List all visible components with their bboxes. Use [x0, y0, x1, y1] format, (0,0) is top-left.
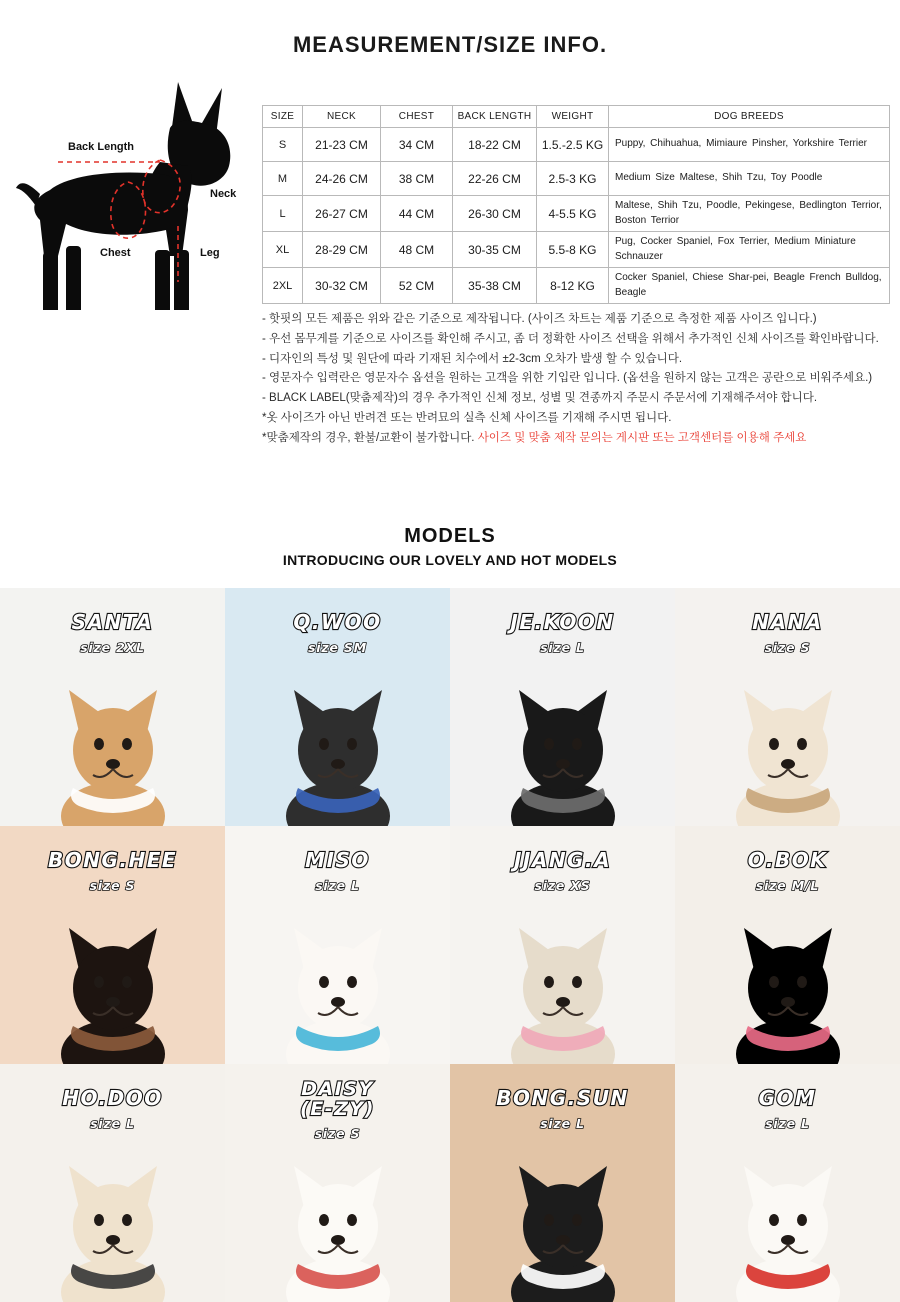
model-card[interactable]: [225, 588, 450, 826]
model-card[interactable]: [0, 588, 225, 826]
cell-back-length: 35-38 CM: [453, 268, 537, 304]
model-card[interactable]: [0, 826, 225, 1064]
cell-chest: 48 CM: [381, 232, 453, 268]
cell-weight: 5.5-8 KG: [537, 232, 609, 268]
cell-breeds: Maltese, Shih Tzu, Poodle, Pekingese, Bedlington Terrior, Boston Terrior: [609, 196, 890, 232]
note-line: *옷 사이즈가 아닌 반려견 또는 반려묘의 실측 신체 사이즈를 기재해 주시면 됩니다.: [262, 411, 672, 424]
col-dog-breeds: DOG BREEDS: [609, 106, 890, 128]
cell-breeds: Medium Size Maltese, Shih Tzu, Toy Poodle: [609, 162, 890, 196]
note-line: - 디자인의 특성 및 원단에 따라 기재된 치수에서 ±2-3cm 오차가 발생 할 수 있습니다.: [262, 352, 683, 365]
col-weight: WEIGHT: [537, 106, 609, 128]
model-size: size L: [765, 1116, 810, 1131]
model-name: DAISY (E-ZY): [300, 1078, 375, 1120]
table-row: [263, 162, 890, 196]
table-row: [263, 196, 890, 232]
model-name: MISO: [305, 848, 370, 872]
cell-back-length: 22-26 CM: [453, 162, 537, 196]
cell-neck: 26-27 CM: [303, 196, 381, 232]
model-card[interactable]: [675, 826, 900, 1064]
model-card[interactable]: [450, 826, 675, 1064]
cell-weight: 1.5.-2.5 KG: [537, 128, 609, 162]
models-subtitle: INTRODUCING OUR LOVELY AND HOT MODELS: [282, 552, 618, 568]
cell-breeds: Pug, Cocker Spaniel, Fox Terrier, Medium Miniature Schnauzer: [609, 232, 890, 268]
cell-weight: 2.5-3 KG: [537, 162, 609, 196]
model-size: size L: [90, 1116, 135, 1131]
table-row: [263, 128, 890, 162]
label-neck: Neck: [210, 188, 237, 200]
model-size: size 2XL: [80, 640, 145, 655]
cell-chest: 44 CM: [381, 196, 453, 232]
cell-breeds: Puppy, Chihuahua, Mimiaure Pinsher, Yorkshire Terrier: [609, 128, 890, 162]
cell-breeds: Cocker Spaniel, Chiese Shar-pei, Beagle French Bulldog, Beagle: [609, 268, 890, 304]
model-size: size S: [89, 878, 136, 893]
label-chest: Chest: [100, 247, 131, 259]
col-neck: NECK: [303, 106, 381, 128]
note-custom-red: 사이즈 및 맞춤 제작 문의는 게시판 또는 고객센터를 이용해 주세요: [477, 431, 807, 444]
model-name: GOM: [758, 1086, 817, 1110]
label-back-length: Back Length: [68, 141, 135, 153]
cell-chest: 52 CM: [381, 268, 453, 304]
model-name: BONG.SUN: [496, 1086, 629, 1110]
models-title: MODELS: [404, 525, 496, 547]
size-chart-table: [262, 105, 890, 304]
label-leg: Leg: [200, 247, 220, 259]
cell-neck: 30-32 CM: [303, 268, 381, 304]
col-back-length: BACK LENGTH: [453, 106, 537, 128]
cell-neck: 28-29 CM: [303, 232, 381, 268]
model-name: BONG.HEE: [47, 848, 178, 872]
model-card[interactable]: [450, 588, 675, 826]
cell-size: XL: [263, 232, 303, 268]
table-row: [263, 232, 890, 268]
model-size: size S: [764, 640, 811, 655]
model-card[interactable]: [675, 1064, 900, 1302]
models-grid: [0, 588, 900, 1302]
model-name: JE.KOON: [510, 610, 615, 634]
col-size: SIZE: [263, 106, 303, 128]
cell-chest: 38 CM: [381, 162, 453, 196]
model-size: size L: [315, 878, 360, 893]
dog-measurement-diagram: [10, 70, 255, 310]
model-name: HO.DOO: [62, 1086, 163, 1110]
cell-size: L: [263, 196, 303, 232]
cell-weight: 4-5.5 KG: [537, 196, 609, 232]
model-size: size XS: [534, 878, 591, 893]
cell-size: M: [263, 162, 303, 196]
cell-neck: 21-23 CM: [303, 128, 381, 162]
note-line: - 영문자수 입력란은 영문자수 옵션을 원하는 고객을 위한 기입란 입니다. (옵션을 원하지 않는 고객은 공란으로 비워주세요.): [262, 372, 873, 385]
model-name: JJANG.A: [513, 848, 612, 872]
model-card[interactable]: [450, 1064, 675, 1302]
cell-size: 2XL: [263, 268, 303, 304]
note-line: - 우선 몸무게를 기준으로 사이즈를 확인해 주시고, 좀 더 정확한 사이즈 선택을 위해서 추가적인 신체 사이즈를 확인바랍니다.: [262, 332, 879, 345]
model-size: size L: [540, 640, 585, 655]
model-size: size M/L: [755, 878, 820, 893]
table-header-row: [263, 106, 890, 128]
model-size: size SM: [308, 640, 367, 655]
model-card[interactable]: [675, 588, 900, 826]
cell-size: S: [263, 128, 303, 162]
cell-back-length: 30-35 CM: [453, 232, 537, 268]
model-size: size L: [540, 1116, 585, 1131]
note-line: - BLACK LABEL(맞춤제작)의 경우 추가적인 신체 정보, 성별 및 견종까지 주문시 주문서에 기재해주셔야 합니다.: [262, 392, 818, 405]
model-name: O.BOK: [747, 848, 828, 872]
cell-back-length: 18-22 CM: [453, 128, 537, 162]
size-notes: [262, 310, 900, 448]
model-name: Q.WOO: [293, 610, 382, 634]
col-chest: CHEST: [381, 106, 453, 128]
cell-back-length: 26-30 CM: [453, 196, 537, 232]
model-card[interactable]: [225, 826, 450, 1064]
cell-weight: 8-12 KG: [537, 268, 609, 304]
note-line: - 핫핏의 모든 제품은 위와 같은 기준으로 제작됩니다. (사이즈 차트는 제품 기준으로 측정한 제품 사이즈 입니다.): [262, 313, 817, 325]
cell-neck: 24-26 CM: [303, 162, 381, 196]
note-custom-black: *맞춤제작의 경우, 환불/교환이 불가합니다.: [262, 431, 478, 444]
models-heading: [0, 525, 900, 568]
note-line-custom-order: [262, 429, 900, 449]
page-title: MEASUREMENT/SIZE INFO.: [292, 32, 608, 57]
model-card[interactable]: [0, 1064, 225, 1302]
cell-chest: 34 CM: [381, 128, 453, 162]
table-row: [263, 268, 890, 304]
model-size: size S: [314, 1126, 361, 1141]
model-card[interactable]: [225, 1064, 450, 1302]
model-name: SANTA: [71, 610, 154, 634]
model-name: NANA: [752, 610, 823, 634]
